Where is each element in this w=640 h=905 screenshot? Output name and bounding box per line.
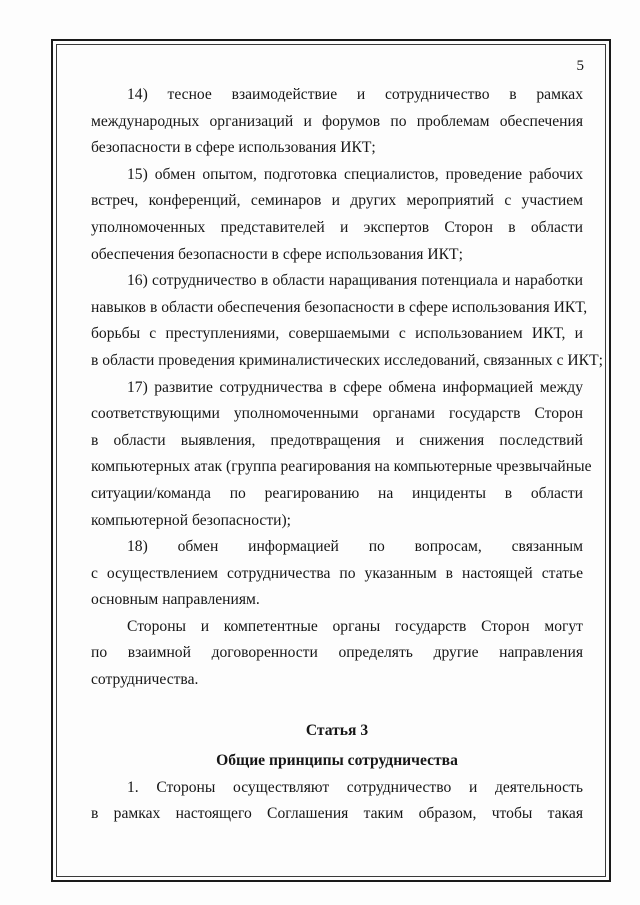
paragraph-item-14 bbox=[91, 82, 583, 162]
page-number: 5 bbox=[576, 58, 584, 74]
text-line: борьбы с преступлениями, совершаемыми с использованием ИКТ, и bbox=[91, 325, 583, 343]
article-title: Статья 3 bbox=[305, 721, 369, 739]
text-line: соответствующими уполномоченными органами государств Сторон bbox=[91, 405, 583, 423]
text-line: с осуществлением сотрудничества по указанным в настоящей статье bbox=[91, 564, 583, 582]
text-line: 16) сотрудничество в области наращивания потенциала и наработки bbox=[127, 272, 583, 290]
text-line: 1. Стороны осуществляют сотрудничество и деятельность bbox=[127, 778, 583, 796]
text-line: Стороны и компетентные органы государств Сторон могут bbox=[127, 617, 583, 635]
text-line: 15) обмен опытом, подготовка специалистов, проведение рабочих bbox=[127, 165, 583, 183]
text-line: уполномоченных представителей и экспертов Сторон в области bbox=[91, 218, 583, 236]
paragraph-item-16 bbox=[91, 268, 603, 374]
text-line: компьютерных атак (группа реагирования на компьютерные чрезвычайные bbox=[91, 458, 592, 476]
text-line: по взаимной договоренности определять другие направления bbox=[91, 644, 583, 662]
text-line: сотрудничества. bbox=[91, 671, 199, 689]
spacer bbox=[91, 694, 583, 718]
text-line: ситуации/команда по реагированию на инциденты в области bbox=[91, 484, 583, 502]
text-line: обеспечения безопасности в сфере использования ИКТ; bbox=[91, 245, 463, 263]
document-body bbox=[91, 82, 603, 828]
text-line: в области выявления, предотвращения и снижения последствий bbox=[91, 431, 583, 449]
text-line: встреч, конференций, семинаров и других мероприятий с участием bbox=[91, 192, 583, 210]
paragraph-item-15 bbox=[91, 162, 583, 268]
text-line: компьютерной безопасности); bbox=[91, 511, 292, 529]
paragraph-item-18 bbox=[91, 534, 583, 614]
text-line: основным направлениям. bbox=[91, 591, 260, 609]
text-line: 18) обмен информацией по вопросам, связанным bbox=[127, 538, 583, 556]
paragraph-item-17 bbox=[91, 375, 592, 535]
paragraph-other-directions bbox=[91, 614, 583, 694]
text-line: 17) развитие сотрудничества в сфере обмена информацией между bbox=[127, 378, 583, 396]
text-line: навыков в области обеспечения безопасности в сфере использования ИКТ, bbox=[91, 298, 588, 316]
paragraph-article-3-item-1 bbox=[91, 775, 583, 828]
text-line: в области проведения криминалистических исследований, связанных с ИКТ; bbox=[91, 351, 603, 369]
text-line: безопасности в сфере использования ИКТ; bbox=[91, 139, 376, 157]
text-line: 14) тесное взаимодействие и сотрудничество в рамках bbox=[127, 86, 583, 103]
text-line: в рамках настоящего Соглашения таким образом, чтобы такая bbox=[91, 805, 583, 823]
article-subtitle: Общие принципы сотрудничества bbox=[216, 752, 458, 770]
text-line: международных организаций и форумов по проблемам обеспечения bbox=[91, 112, 583, 130]
